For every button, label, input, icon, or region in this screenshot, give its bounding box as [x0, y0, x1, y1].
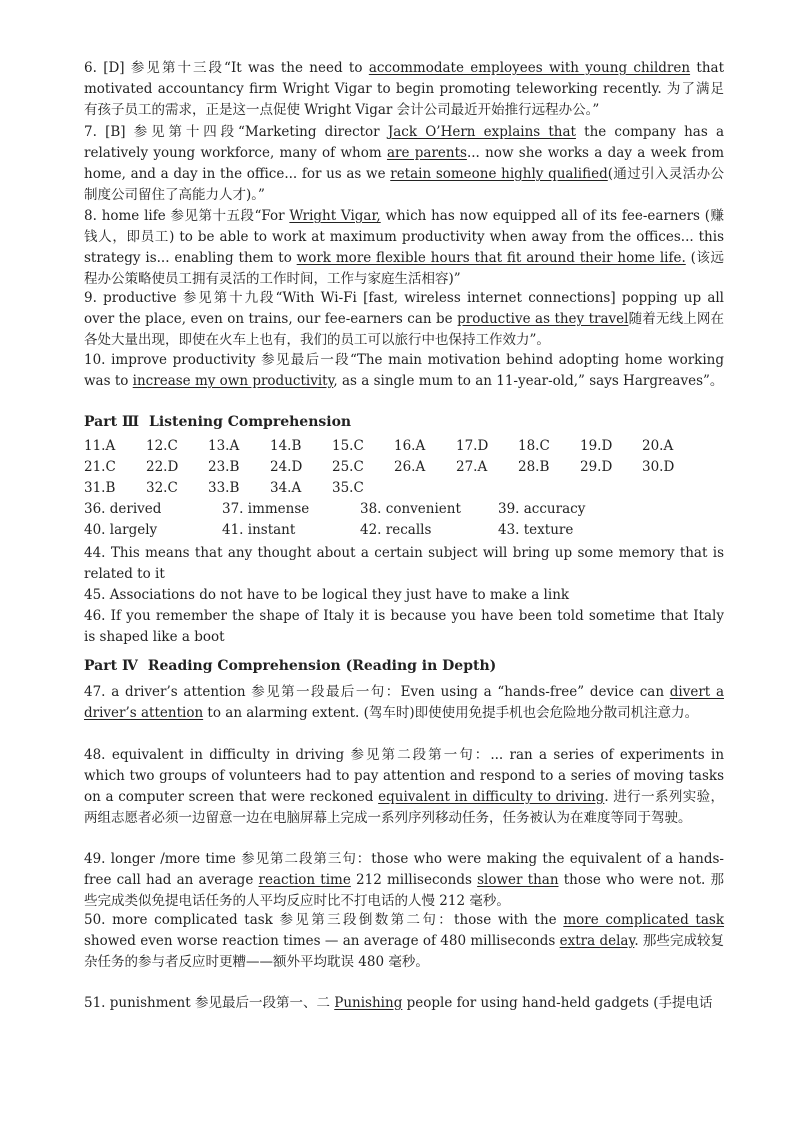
- item-text: This means that any thought about a certain subject will bring up some memory that is related to it: [84, 545, 724, 582]
- underlined-phrase: work more flexible hours that fit around their home life.: [296, 250, 686, 266]
- word-answer: 42. recalls: [360, 522, 432, 538]
- item-answer: punishment: [109, 995, 191, 1011]
- answer-cell: 12.C: [146, 438, 178, 454]
- answer-cell: 11.A: [84, 438, 116, 454]
- item-number: 50.: [84, 912, 106, 928]
- underlined-phrase: retain someone highly qualified: [390, 166, 608, 182]
- answer-cell: 27.A: [456, 459, 488, 475]
- answer-cell: 26.A: [394, 459, 426, 475]
- answer-item-49: 49. longer /more time 参见第二段第三句：those who were making the equivalent of a hands-free call had an average reaction time 212 milliseconds slower than those who were not. 那些完成类似免提电话任务的人平均反应时比不打电话的人慢 212 毫秒。: [84, 851, 724, 909]
- answer-cell: 18.C: [518, 438, 550, 454]
- answer-cell: 33.B: [208, 480, 240, 496]
- answer-cell: 25.C: [332, 459, 364, 475]
- item-number: 10.: [84, 352, 106, 368]
- underlined-phrase: slower than: [477, 872, 559, 888]
- answer-item-50: 50. more complicated task 参见第三段倒数第二句：those with the more complicated task showed even worse reaction times — an average of 480 milliseconds extra delay. 那些完成较复杂任务的参与者反应时更糟——额外平均耽误 480 毫秒。: [84, 912, 725, 970]
- answer-cell: 19.D: [580, 438, 613, 454]
- item-number: 44.: [84, 545, 106, 561]
- item-answer: equivalent in difficulty in driving: [111, 747, 345, 763]
- answer-cell: 30.D: [642, 459, 675, 475]
- section-heading-part3: [84, 414, 351, 430]
- answer-cell: 13.A: [208, 438, 240, 454]
- item-text: If you remember the shape of Italy it is because you have been told sometime that Italy is shaped like a boot: [84, 608, 724, 645]
- answer-item-8: 8. home life 参见第十五段“For Wright Vigar, which has now equipped all of its fee-earners (赚钱人，即员工) to be able to work at maximum productivity when away from the offices... this strategy is... enabling them to work more flexible hours that fit around their home life. (该远程办公策略使员工拥有灵活的工作时间，工作与家庭生活相容)”: [84, 208, 725, 287]
- underlined-phrase: Punishing: [334, 995, 403, 1011]
- underlined-phrase: extra delay: [559, 933, 635, 949]
- answer-cell: 15.C: [332, 438, 364, 454]
- item-text: Associations do not have to be logical they just have to make a link: [109, 587, 570, 603]
- item-answer: [D]: [103, 60, 125, 76]
- word-answer: 38. convenient: [360, 501, 461, 517]
- answer-cell: 21.C: [84, 459, 116, 475]
- section-title: Listening Comprehension: [149, 414, 352, 430]
- underlined-phrase: Wright Vigar,: [289, 208, 381, 224]
- item-number: 47.: [84, 684, 106, 700]
- answer-cell: 29.D: [580, 459, 613, 475]
- underlined-phrase: divert a driver’s attention: [84, 684, 724, 721]
- underlined-phrase: productive as they travel: [457, 311, 629, 327]
- answer-cell: 22.D: [146, 459, 179, 475]
- section-number: Part Ⅳ: [84, 658, 138, 674]
- item-answer: more complicated task: [112, 912, 273, 928]
- underlined-phrase: Jack O’Hern explains that: [387, 124, 576, 140]
- item-number: 9.: [84, 290, 97, 306]
- item-answer: improve productivity: [111, 352, 256, 368]
- item-number: 8.: [84, 208, 97, 224]
- underlined-phrase: reaction time: [258, 872, 351, 888]
- answer-item-44: [84, 543, 724, 585]
- word-answer: 39. accuracy: [498, 501, 586, 517]
- answer-cell: 24.D: [270, 459, 303, 475]
- answer-item-6: 6. [D] 参见第十三段“It was the need to accommodate employees with young children that motivated accountancy firm Wright Vigar to begin promoting teleworking recently. 为了满足有孩子员工的需求，正是这一点促使 Wright Vigar 会计公司最近开始推行远程办公。”: [84, 60, 724, 118]
- item-answer: productive: [103, 290, 177, 306]
- item-answer: longer /more time: [110, 851, 236, 867]
- answer-item-9: 9. productive 参见第十九段“With Wi-Fi [fast, wireless internet connections] popping up all over the place, even on trains, our fee-earners can be productive as they travel随着无线上网在各处大量出现，即使在火车上也有，我们的员工可以旅行中也保持工作效力”。: [84, 290, 725, 348]
- answer-cell: 31.B: [84, 480, 116, 496]
- item-number: 46.: [84, 608, 106, 624]
- word-answer: 43. texture: [498, 522, 574, 538]
- underlined-phrase: are parents: [386, 145, 467, 161]
- answer-cell: 14.B: [270, 438, 302, 454]
- item-answer: home life: [101, 208, 166, 224]
- answer-cell: 28.B: [518, 459, 550, 475]
- section-heading-part4: [84, 658, 496, 674]
- answer-cell: 35.C: [332, 480, 364, 496]
- item-number: 48.: [84, 747, 106, 763]
- item-number: 6.: [84, 60, 97, 76]
- answer-item-45: [84, 585, 724, 606]
- item-answer: [B]: [105, 124, 126, 140]
- item-number: 49.: [84, 851, 106, 867]
- section-title: Reading Comprehension (Reading in Depth): [147, 658, 497, 674]
- answer-cell: 16.A: [394, 438, 426, 454]
- answer-item-51: 51. punishment 参见最后一段第一、二 Punishing people for using hand-held gadgets (手提电话: [84, 995, 713, 1011]
- answer-item-46: [84, 606, 724, 648]
- answer-item-10: 10. improve productivity 参见最后一段“The main motivation behind adopting home working was to increase my own productivity, as a single mum to an 11-year-old,” says Hargreaves”。: [84, 352, 725, 389]
- item-number: 7.: [84, 124, 97, 140]
- word-answer: 37. immense: [222, 501, 310, 517]
- underlined-phrase: more complicated task: [563, 912, 725, 928]
- answer-item-48: 48. equivalent in difficulty in driving 参见第二段第一句：... ran a series of experiments in which two groups of volunteers had to pay attention and respond to a series of moving tasks on a computer screen that were reckoned equivalent in difficulty to driving. 进行一系列实验，两组志愿者必须一边留意一边在电脑屏幕上完成一系列序列移动任务，任务被认为在难度等同于驾驶。: [84, 747, 725, 826]
- answer-cell: 32.C: [146, 480, 178, 496]
- answer-cell: 34.A: [270, 480, 302, 496]
- answer-cell: 17.D: [456, 438, 489, 454]
- item-number: 45.: [84, 587, 106, 603]
- word-answer: 40. largely: [84, 522, 158, 538]
- item-number: 51.: [84, 995, 106, 1011]
- underlined-phrase: equivalent in difficulty to driving: [378, 789, 605, 805]
- answer-item-47: 47. a driver’s attention 参见第一段最后一句：Even using a “hands-free” device can divert a driver’s attention to an alarming extent. (驾车时)即使使用免提手机也会危险地分散司机注意力。: [84, 684, 724, 721]
- section-number: Part Ⅲ: [84, 414, 139, 430]
- answer-item-7: 7. [B] 参见第十四段“Marketing director Jack O’Hern explains that the company has a relatively young workforce, many of whom are parents... now she works a day a week from home, and a day in the office... for us as we retain someone highly qualified(通过引入灵活办公制度公司留住了高能力人才)。”: [84, 124, 725, 203]
- underlined-phrase: accommodate employees with young children: [368, 60, 691, 76]
- answer-cell: 23.B: [208, 459, 240, 475]
- word-answer: 41. instant: [222, 522, 296, 538]
- item-answer: a driver’s attention: [111, 684, 246, 700]
- word-answer: 36. derived: [84, 501, 162, 517]
- answer-cell: 20.A: [642, 438, 674, 454]
- underlined-phrase: increase my own productivity: [132, 373, 334, 389]
